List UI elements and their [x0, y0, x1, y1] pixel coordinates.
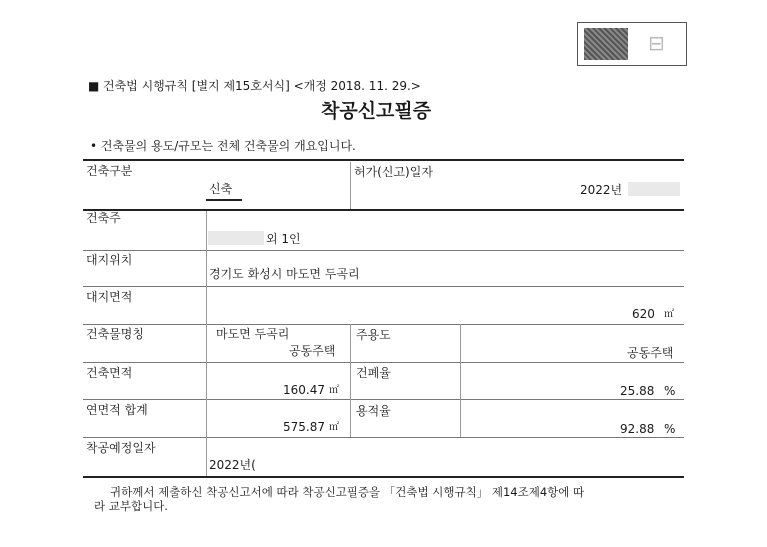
total-floor-area-unit: ㎡: [329, 422, 339, 433]
seal-image: [584, 28, 628, 60]
site-area-unit: ㎡: [664, 309, 674, 320]
site-location-value: 경기도 화성시 마도면 두곡리: [209, 267, 360, 281]
note-text: • 건축물의 용도/규모는 전체 건축물의 개요입니다.: [90, 139, 356, 153]
footer-line-2: 라 교부합니다.: [94, 499, 168, 513]
row-divider: [83, 399, 684, 400]
row-divider: [83, 250, 684, 251]
construction-type-value: 신축: [209, 182, 233, 196]
start-date-label: 착공예정일자: [86, 441, 156, 455]
owner-label: 건축주: [86, 211, 121, 225]
building-name-value-line1: 마도면 두곡리: [216, 327, 290, 341]
floor-area-ratio-unit: %: [664, 422, 676, 436]
owner-value: 외 1인: [266, 232, 301, 246]
site-area-value: 620: [632, 307, 655, 321]
column-divider: [350, 324, 351, 437]
coverage-ratio-unit: %: [664, 384, 676, 398]
building-area-label: 건축면적: [86, 366, 133, 380]
official-seal: [577, 22, 687, 66]
label-column-divider: [206, 211, 207, 476]
row-divider: [83, 362, 684, 363]
footer-line-1: 귀하께서 제출하신 착공신고서에 따라 착공신고필증을 「건축법 시행규칙」 제14조제4항에 따: [110, 485, 585, 499]
building-area-value: 160.47: [283, 383, 325, 397]
main-use-label: 주용도: [356, 328, 391, 342]
row-divider: [83, 286, 684, 287]
site-location-label: 대지위치: [86, 253, 133, 267]
total-floor-area-label: 연면적 합계: [86, 403, 148, 417]
form-ref-mark: ■: [88, 79, 100, 93]
permit-date-label: 허가(신고)일자: [354, 165, 433, 179]
permit-date-value: 2022년: [580, 183, 623, 197]
table-bottom-border: [83, 476, 684, 478]
row-divider: [83, 324, 684, 325]
floor-area-ratio-value: 92.88: [620, 422, 655, 436]
coverage-ratio-label: 건폐율: [356, 366, 391, 380]
seal-mark: ⊟: [648, 31, 665, 55]
column-divider: [460, 324, 461, 437]
start-date-value: 2022년(: [209, 458, 256, 472]
redaction-block: [208, 231, 264, 245]
value-underline: [206, 199, 242, 201]
floor-area-ratio-label: 용적율: [356, 404, 391, 418]
column-divider: [350, 162, 351, 209]
construction-type-label: 건축구분: [86, 164, 133, 178]
building-area-unit: ㎡: [329, 385, 339, 396]
building-name-value-line2: 공동주택: [289, 344, 336, 358]
redaction-block: [628, 182, 680, 196]
row-divider: [83, 209, 684, 211]
coverage-ratio-value: 25.88: [620, 384, 655, 398]
page-title: 착공신고필증: [321, 100, 432, 122]
row-divider: [83, 437, 684, 438]
table-top-border: [83, 159, 684, 161]
building-name-label: 건축물명칭: [86, 327, 144, 341]
form-reference: 건축법 시행규칙 [별지 제15호서식] <개정 2018. 11. 29.>: [103, 79, 421, 93]
site-area-label: 대지면적: [86, 290, 133, 304]
total-floor-area-value: 575.87: [283, 420, 325, 434]
main-use-value: 공동주택: [627, 346, 674, 360]
